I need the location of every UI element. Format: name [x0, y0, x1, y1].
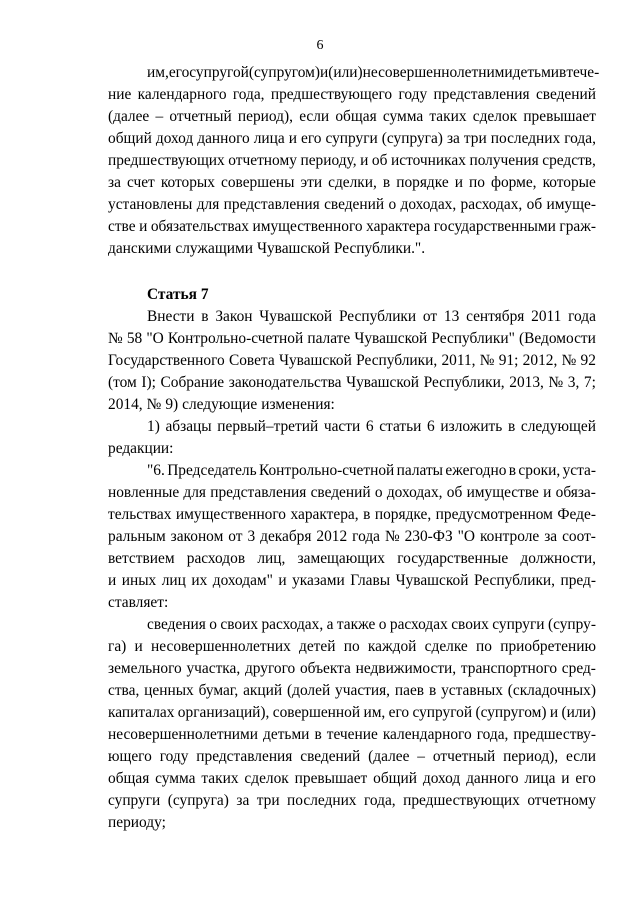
paragraph-line: общая сумма таких сделок превышает общий доход данного лица и его: [108, 770, 596, 787]
paragraph-line: Государственного Совета Чувашской Республики, 2011, № 91; 2012, № 92: [108, 352, 596, 369]
paragraph-line: Внести в Закон Чувашской Республики от 13 сентября 2011 года: [147, 308, 596, 325]
paragraph-line: несовершеннолетними детьми в течение календарного года, предшеству-: [108, 726, 596, 743]
paragraph-line: капиталах организаций), совершенной им, его супругой (супругом) и (или): [108, 704, 596, 721]
paragraph-line: ства, ценных бумаг, акций (долей участия, паев в уставных (складочных): [108, 682, 596, 699]
paragraph-line: ветствием расходов лиц, замещающих государственные должности,: [108, 550, 596, 567]
paragraph-line: установлены для представления сведений о доходах, расходах, об имуще-: [108, 196, 596, 213]
paragraph-line: предшествующих отчетному периоду, и об источниках получения средств,: [108, 152, 596, 169]
page-number: 6: [316, 38, 324, 53]
paragraph-line: 2014, № 9) следующие изменения:: [108, 396, 335, 413]
paragraph-line: периоду;: [108, 814, 166, 831]
paragraph-line: новленные для представления сведений о доходах, об имуществе и обяза-: [108, 484, 596, 501]
paragraph-line: ющего году представления сведений (далее – отчетный период), если: [108, 748, 596, 765]
paragraph-line: земельного участка, другого объекта недвижимости, транспортного сред-: [108, 660, 596, 677]
paragraph-line: № 58 "О Контрольно-счетной палате Чувашской Республики" (Ведомости: [108, 330, 596, 347]
paragraph-line: ние календарного года, предшествующего году представления сведений: [108, 86, 596, 103]
paragraph-line: супруги (супруга) за три последних года, предшествующих отчетному: [108, 792, 596, 809]
paragraph-line: 1) абзацы первый–третий части 6 статьи 6 изложить в следующей: [147, 418, 596, 435]
article-heading: Статья 7: [147, 286, 209, 303]
paragraph-line: данскими служащими Чувашской Республики.".: [108, 240, 426, 257]
paragraph-line: тельствах имущественного характера, в порядке, предусмотренном Феде-: [108, 506, 596, 523]
document-body: [108, 62, 600, 834]
paragraph-line: ставляет:: [108, 594, 169, 611]
paragraph-line: "6. Председатель Контрольно-счетной палаты ежегодно в сроки, уста-: [147, 462, 596, 479]
paragraph-line: общий доход данного лица и его супруги (супруга) за три последних года,: [108, 130, 596, 147]
paragraph-line: сведения о своих расходах, а также о расходах своих супруги (супру-: [147, 616, 596, 633]
paragraph-line: за счет которых совершены эти сделки, в порядке и по форме, которые: [108, 174, 596, 191]
paragraph-line: и иных лиц их доходам" и указами Главы Чувашской Республики, пред-: [108, 572, 596, 589]
paragraph-line: им, его супругой (супругом) и (или) несовершеннолетними детьми в тече-: [147, 64, 600, 81]
paragraph-line: га) и несовершеннолетних детей по каждой сделке по приобретению: [108, 638, 596, 655]
paragraph-line: (далее – отчетный период), если общая сумма таких сделок превышает: [108, 108, 596, 125]
paragraph-line: ральным законом от 3 декабря 2012 года № 230-ФЗ "О контроле за соот-: [108, 528, 596, 545]
paragraph-line: редакции:: [108, 440, 174, 457]
paragraph-line: стве и обязательствах имущественного характера государственными граж-: [108, 218, 596, 235]
paragraph-line: (том I); Собрание законодательства Чувашской Республики, 2013, № 3, 7;: [108, 374, 596, 391]
